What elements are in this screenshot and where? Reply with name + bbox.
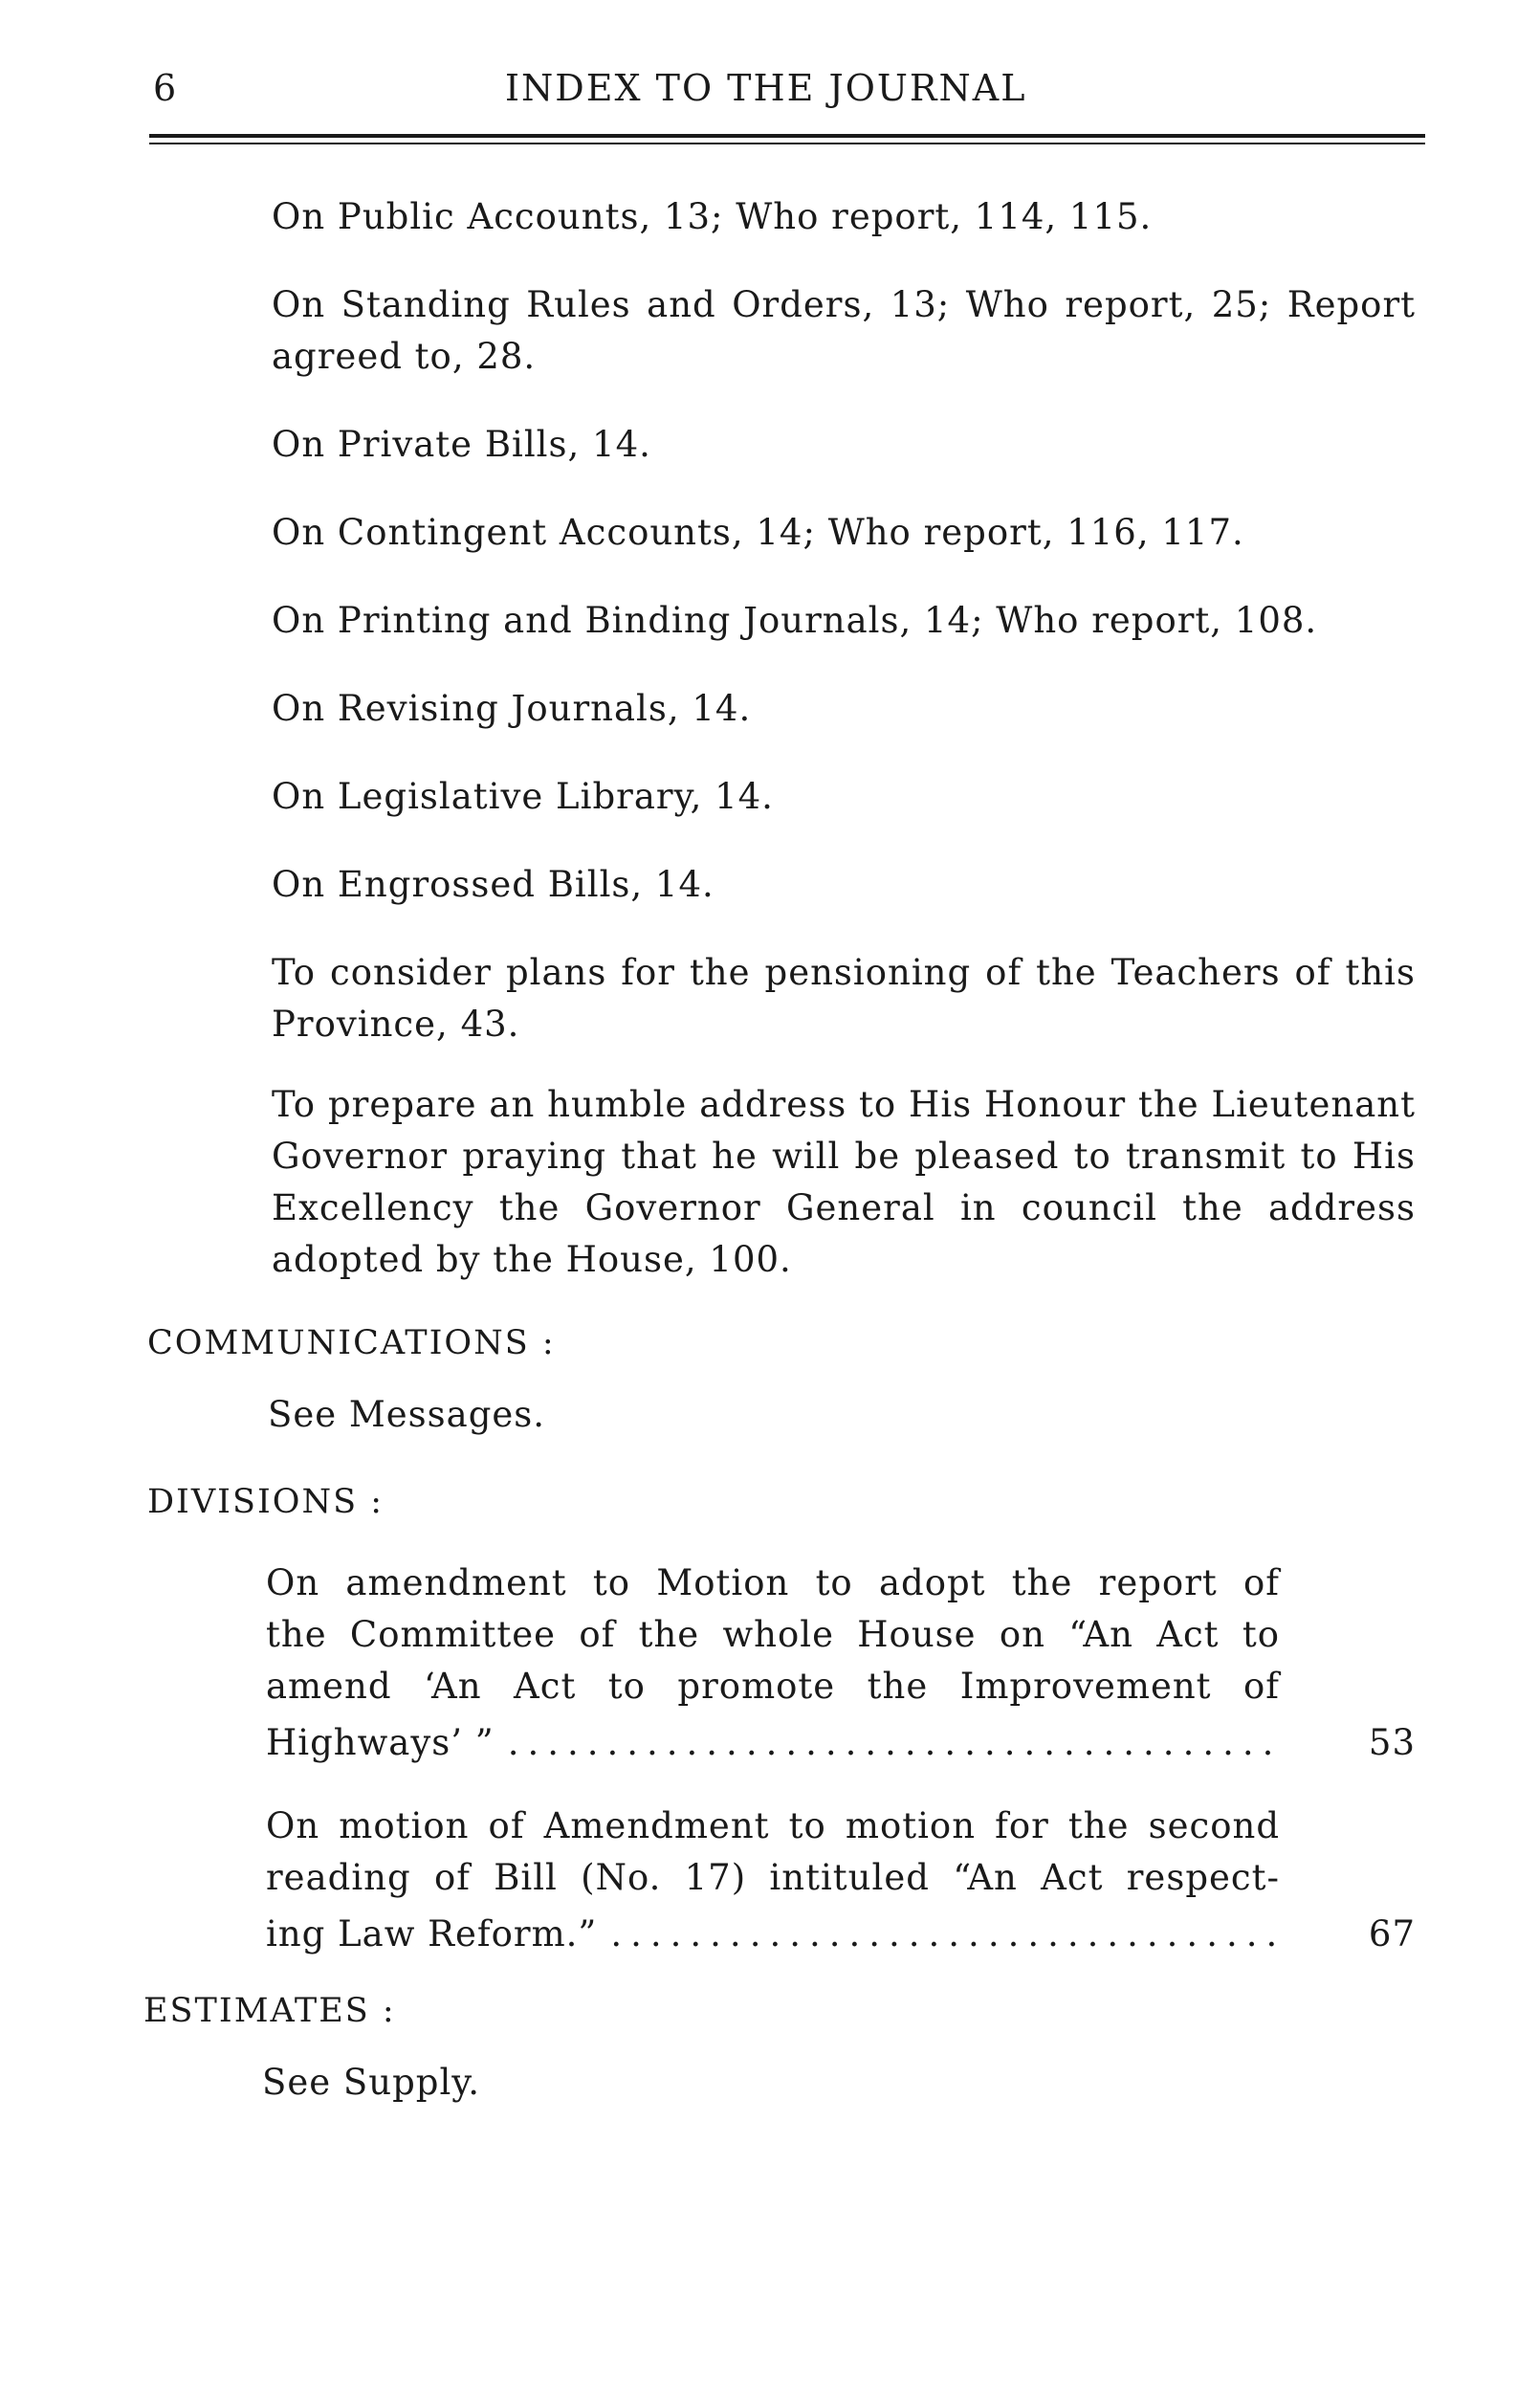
- header-rule-thin: [149, 143, 1425, 144]
- communications-see: See Messages.: [268, 1394, 546, 1435]
- entry-pensioning-teachers: To consider plans for the pensioning of the Teachers of this Province, 43.: [272, 952, 1416, 1045]
- division-page-ref: 53: [1368, 1722, 1416, 1763]
- division-line: reading of Bill (No. 17) intituled “An Act respect-: [266, 1857, 1280, 1898]
- entry-revising-journals: On Revising Journals, 14.: [272, 688, 752, 729]
- division-last-line: ing Law Reform.”: [266, 1913, 598, 1955]
- entry-engrossed-bills: On Engrossed Bills, 14.: [272, 864, 715, 905]
- entry-standing-rules: On Standing Rules and Orders, 13; Who report, 25; Report agreed to, 28.: [272, 284, 1416, 377]
- division-leader-line: [266, 1913, 1280, 1955]
- dot-leader: [610, 1913, 1280, 1955]
- estimates-see: See Supply.: [262, 2062, 481, 2103]
- entry-private-bills: On Private Bills, 14.: [272, 424, 651, 465]
- heading-estimates: ESTIMATES :: [143, 1992, 396, 2030]
- division-page-ref: 67: [1368, 1913, 1416, 1955]
- entry-printing-binding: On Printing and Binding Journals, 14; Who report, 108.: [272, 600, 1318, 641]
- running-title: INDEX TO THE JOURNAL: [505, 67, 1027, 109]
- heading-divisions: DIVISIONS :: [147, 1483, 385, 1521]
- entry-public-accounts: On Public Accounts, 13; Who report, 114, 115.: [272, 196, 1153, 237]
- entry-humble-address: To prepare an humble address to His Honour the Lieutenant Governor praying that he will be pleased to transmit to His Excellency the Governor General in council the address adopted by the House, 100.: [272, 1084, 1416, 1280]
- division-leader-line: [266, 1722, 1280, 1763]
- division-line: On motion of Amendment to motion for the second: [266, 1805, 1280, 1846]
- page-header: [149, 67, 1425, 124]
- page-number: 6: [153, 67, 179, 109]
- division-line: the Committee of the whole House on “An Act to: [266, 1614, 1280, 1655]
- heading-communications: COMMUNICATIONS :: [147, 1324, 556, 1362]
- division-last-line: Highways’ ”: [266, 1722, 495, 1763]
- header-rule-thick: [149, 134, 1425, 138]
- dot-leader: [508, 1722, 1280, 1763]
- division-line: On amendment to Motion to adopt the report of: [266, 1562, 1280, 1603]
- entry-legislative-library: On Legislative Library, 14.: [272, 776, 774, 817]
- division-line: amend ‘An Act to promote the Improvement of: [266, 1666, 1280, 1707]
- entry-contingent-accounts: On Contingent Accounts, 14; Who report, 116, 117.: [272, 512, 1244, 553]
